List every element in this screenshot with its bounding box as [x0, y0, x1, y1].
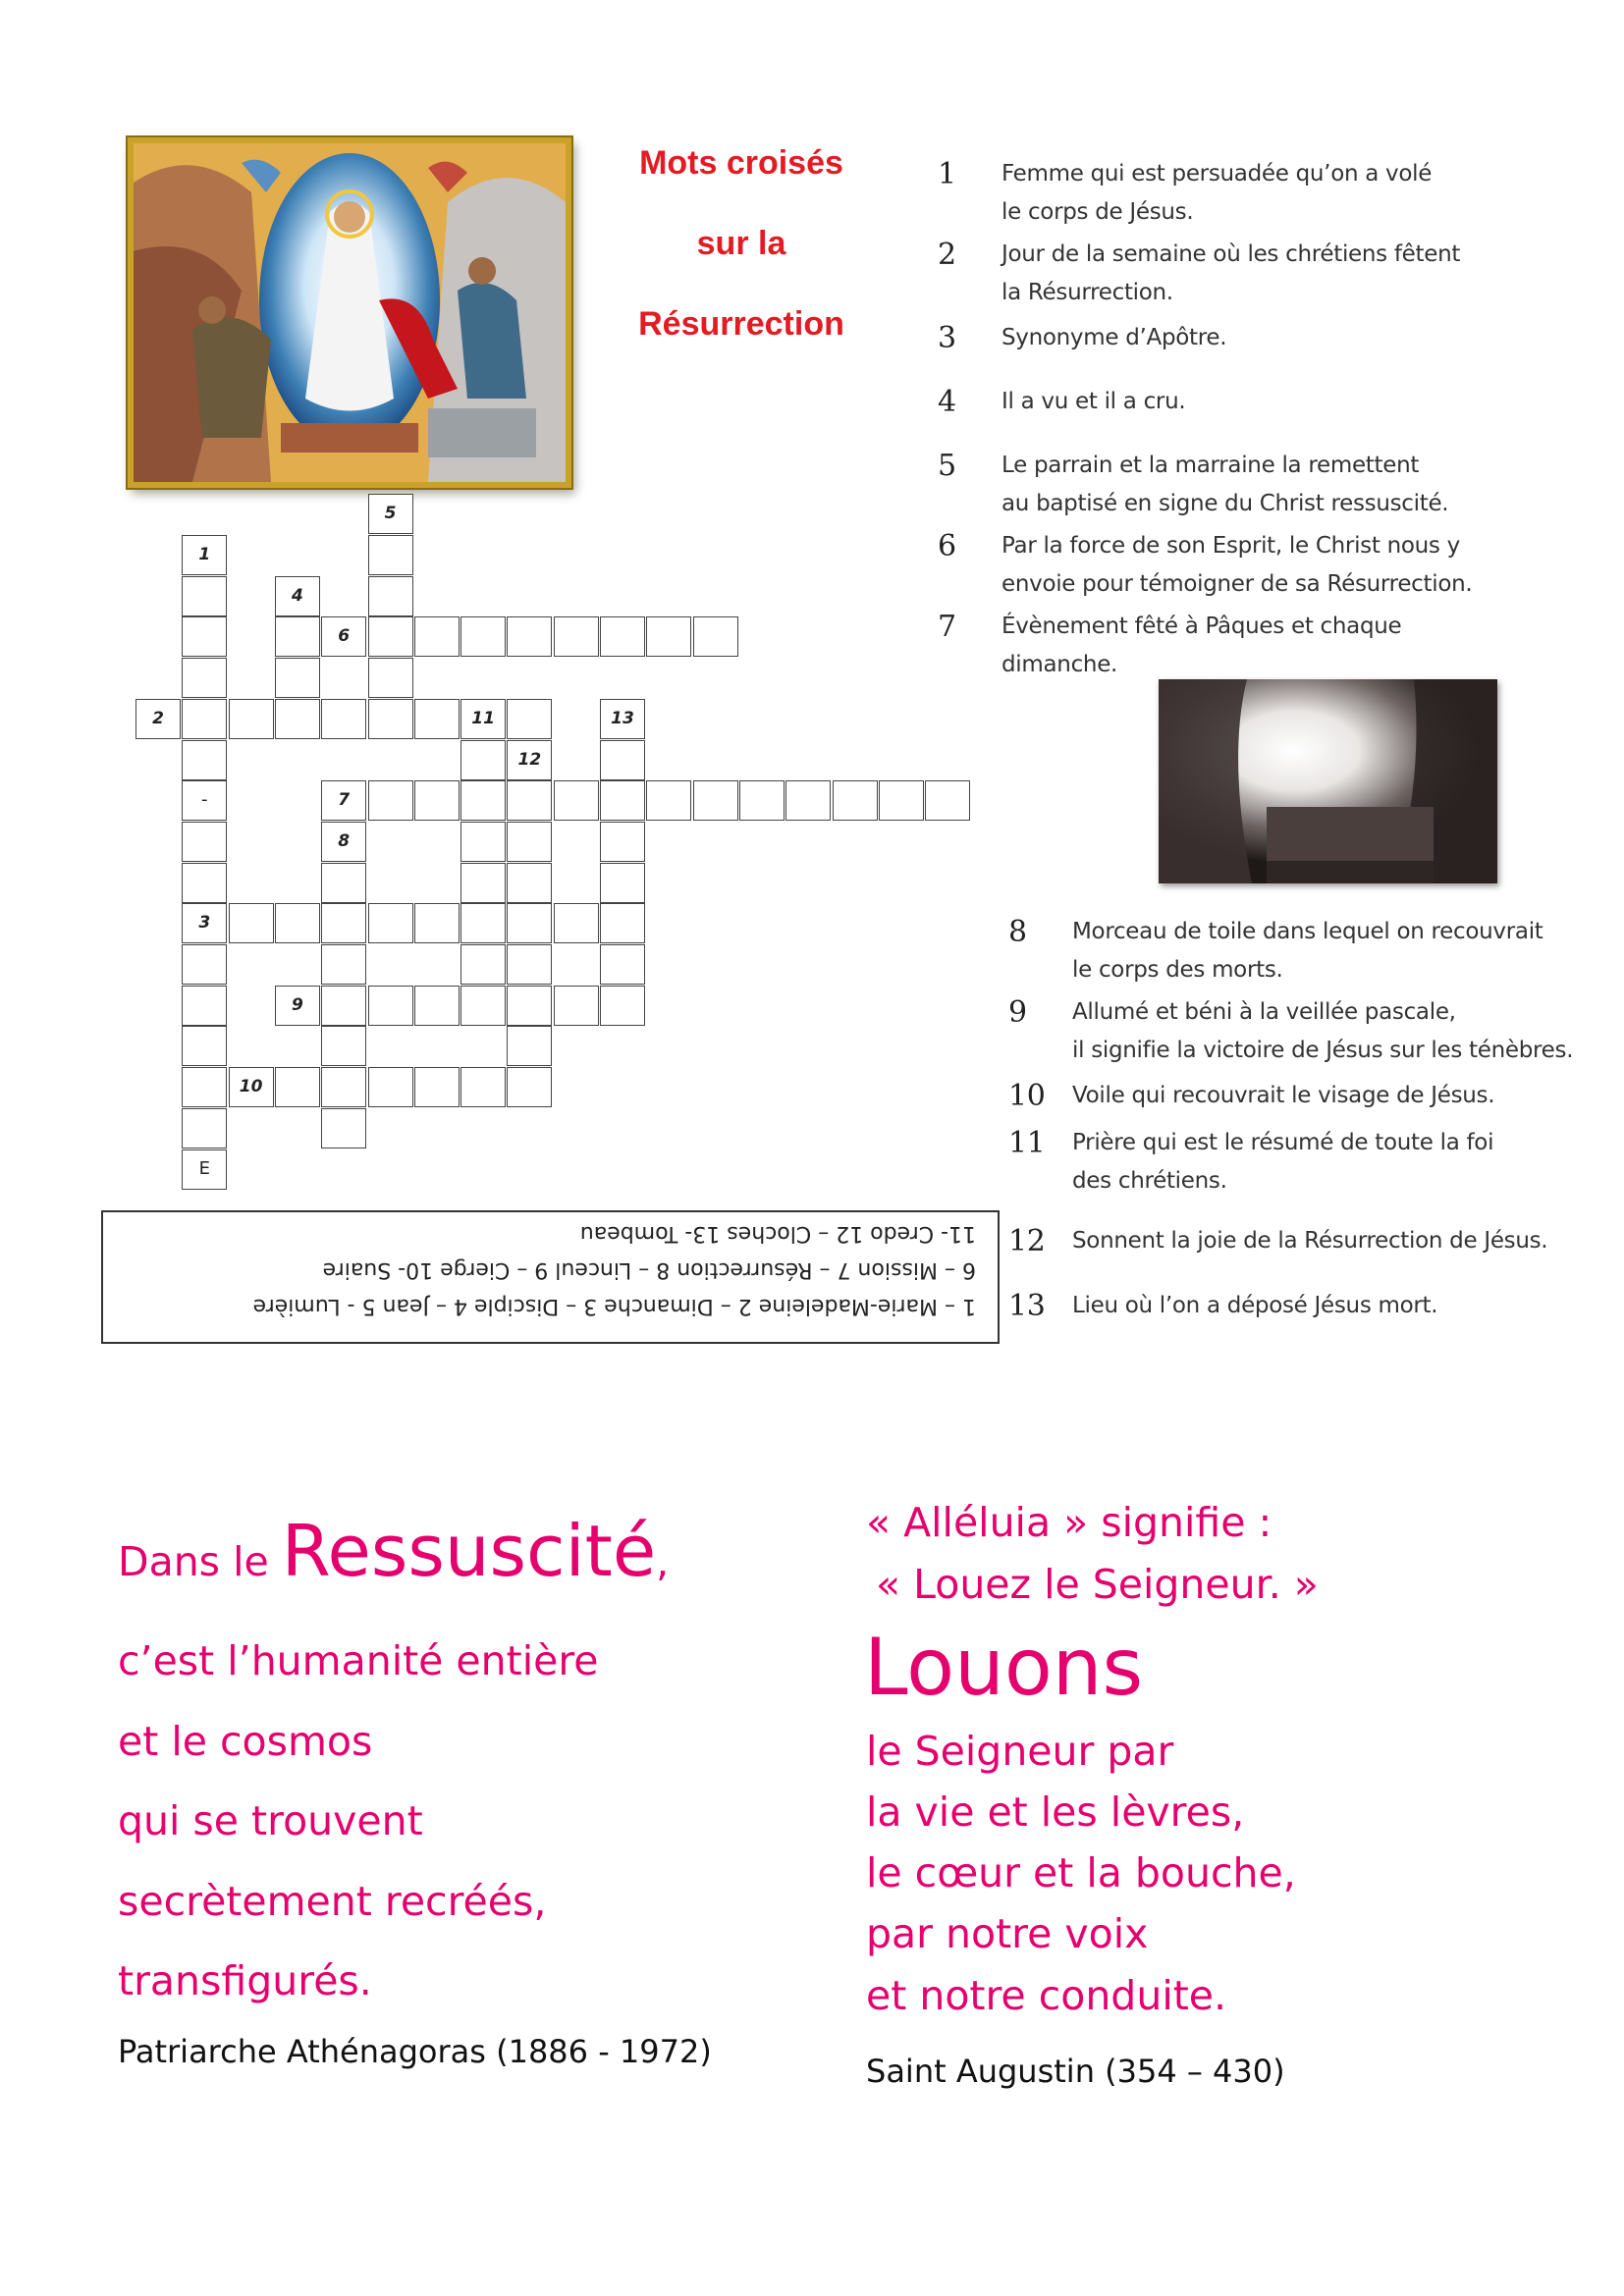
- grid-cell[interactable]: [460, 863, 506, 903]
- grid-number-cell[interactable]: 2: [135, 699, 181, 739]
- answer-line-2: 6 – Mission 7 – Résurrection 8 – Linceul 9 – Cierge 10- Suaire: [322, 1257, 976, 1282]
- quote-right-line: la vie et les lèvres,: [866, 1789, 1245, 1836]
- grid-cell[interactable]: [600, 616, 645, 657]
- grid-cell[interactable]: [182, 1067, 227, 1107]
- grid-number-cell[interactable]: 5: [368, 494, 413, 534]
- grid-cell[interactable]: [460, 903, 506, 943]
- grid-cell[interactable]: [229, 903, 274, 943]
- clue-text: le corps des morts.: [1072, 957, 1283, 983]
- grid-cell[interactable]: [600, 944, 645, 985]
- clue-text: la Résurrection.: [1001, 280, 1173, 305]
- grid-cell[interactable]: [414, 780, 460, 821]
- title-line-1: Mots croisés: [639, 144, 843, 182]
- clue-text: envoie pour témoigner de sa Résurrection.: [1001, 571, 1473, 597]
- clue-number: 10: [1008, 1079, 1046, 1113]
- page-title: [574, 123, 908, 364]
- grid-cell[interactable]: [554, 986, 599, 1026]
- grid-cell[interactable]: [368, 1067, 413, 1107]
- grid-cell[interactable]: [507, 903, 552, 943]
- grid-cell[interactable]: [460, 944, 506, 985]
- grid-cell[interactable]: [368, 986, 413, 1026]
- clue-text: Prière qui est le résumé de toute la foi: [1072, 1130, 1494, 1155]
- grid-cell[interactable]: [600, 863, 645, 903]
- grid-cell[interactable]: [460, 740, 506, 780]
- grid-number-cell[interactable]: 13: [600, 699, 645, 739]
- quote-right-author: Saint Augustin (354 – 430): [866, 2053, 1285, 2090]
- grid-cell[interactable]: [507, 780, 552, 821]
- clue-text: Jour de la semaine où les chrétiens fêtent: [1001, 241, 1461, 267]
- grid-cell[interactable]: [507, 986, 552, 1026]
- grid-cell[interactable]: [693, 780, 738, 821]
- grid-cell[interactable]: [182, 576, 227, 616]
- clue-text: des chrétiens.: [1072, 1168, 1227, 1194]
- grid-cell[interactable]: [507, 616, 552, 657]
- grid-cell[interactable]: [554, 616, 599, 657]
- quote-left-line: et le cosmos: [118, 1718, 373, 1765]
- grid-cell[interactable]: [507, 944, 552, 985]
- grid-cell[interactable]: [879, 780, 924, 821]
- grid-cell[interactable]: [414, 1067, 460, 1107]
- grid-number-cell[interactable]: 11: [460, 699, 506, 739]
- grid-cell[interactable]: [182, 986, 227, 1026]
- clue-text: le corps de Jésus.: [1001, 199, 1194, 225]
- clue-number: 7: [938, 610, 956, 644]
- grid-cell[interactable]: [460, 822, 506, 862]
- grid-cell[interactable]: [368, 576, 413, 616]
- grid-number-cell[interactable]: 8: [321, 822, 366, 862]
- grid-cell[interactable]: [693, 616, 738, 657]
- grid-cell[interactable]: [275, 903, 320, 943]
- grid-cell[interactable]: [321, 903, 366, 943]
- clue-number: 2: [938, 238, 956, 272]
- grid-cell[interactable]: [368, 535, 413, 575]
- grid-number-cell[interactable]: 1: [182, 535, 227, 575]
- clue-text: Voile qui recouvrait le visage de Jésus.: [1072, 1083, 1495, 1108]
- grid-cell[interactable]: [739, 780, 785, 821]
- grid-cell[interactable]: [368, 616, 413, 657]
- grid-cell[interactable]: [554, 780, 599, 821]
- grid-cell[interactable]: [368, 699, 413, 739]
- clue-text: Évènement fêté à Pâques et chaque: [1001, 614, 1402, 639]
- grid-cell[interactable]: [321, 986, 366, 1026]
- quote-left-author: Patriarche Athénagoras (1886 - 1972): [118, 2033, 712, 2070]
- grid-number-cell[interactable]: 7: [321, 780, 366, 821]
- grid-cell[interactable]: [460, 616, 506, 657]
- clue-text: Le parrain et la marraine la remettent: [1001, 453, 1420, 478]
- quote-right-big-word: Louons: [864, 1622, 1144, 1713]
- grid-cell[interactable]: [646, 780, 691, 821]
- clue-text: il signifie la victoire de Jésus sur les ténèbres.: [1072, 1038, 1574, 1063]
- quote-left-line: c’est l’humanité entière: [118, 1637, 599, 1684]
- clue-text: Allumé et béni à la veillée pascale,: [1072, 999, 1456, 1025]
- grid-cell[interactable]: [414, 699, 460, 739]
- clue-number: 9: [1008, 995, 1027, 1030]
- grid-cell[interactable]: [833, 780, 878, 821]
- grid-cell[interactable]: [600, 903, 645, 943]
- clue-text: Par la force de son Esprit, le Christ nous y: [1001, 533, 1460, 559]
- grid-cell[interactable]: [507, 699, 552, 739]
- grid-cell[interactable]: [182, 944, 227, 985]
- grid-cell[interactable]: [275, 699, 320, 739]
- quote-right-line: le Seigneur par: [866, 1728, 1174, 1775]
- clue-text: Femme qui est persuadée qu’on a volé: [1001, 161, 1433, 187]
- quote-left-heading: [118, 1510, 669, 1592]
- grid-cell[interactable]: [275, 616, 320, 657]
- quote-right-line: par notre voix: [866, 1910, 1149, 1957]
- grid-cell[interactable]: [414, 903, 460, 943]
- grid-cell[interactable]: [925, 780, 970, 821]
- quote-right-line-1: « Alléluia » signifie :: [866, 1499, 1272, 1546]
- clue-text: Sonnent la joie de la Résurrection de Jésus.: [1072, 1228, 1548, 1254]
- grid-number-cell[interactable]: 12: [507, 740, 552, 780]
- answer-line-1: 1 – Marie-Madeleine 2 – Dimanche 3 – Disciple 4 – Jean 5 - Lumière: [252, 1294, 976, 1318]
- grid-cell[interactable]: [182, 740, 227, 780]
- grid-letter-cell[interactable]: -: [182, 780, 227, 821]
- grid-cell[interactable]: [414, 616, 460, 657]
- grid-cell[interactable]: [646, 616, 691, 657]
- grid-cell[interactable]: [229, 699, 274, 739]
- grid-cell[interactable]: [321, 863, 366, 903]
- title-line-3: Résurrection: [638, 305, 844, 343]
- grid-cell[interactable]: [275, 658, 320, 698]
- grid-number-cell[interactable]: 6: [321, 616, 366, 657]
- quote-left-prefix: Dans le: [118, 1538, 282, 1585]
- grid-cell[interactable]: [368, 780, 413, 821]
- grid-cell[interactable]: [460, 780, 506, 821]
- clue-number: 6: [938, 529, 956, 563]
- grid-cell[interactable]: [321, 1108, 366, 1148]
- grid-cell[interactable]: [554, 903, 599, 943]
- grid-cell[interactable]: [600, 740, 645, 780]
- clue-text: Il a vu et il a cru.: [1001, 389, 1186, 414]
- clue-text: Morceau de toile dans lequel on recouvrait: [1072, 919, 1543, 944]
- clue-number: 13: [1008, 1289, 1046, 1323]
- clue-number: 4: [938, 385, 956, 419]
- grid-cell[interactable]: [368, 658, 413, 698]
- empty-tomb-image: [1159, 679, 1497, 883]
- clue-text: Synonyme d’Apôtre.: [1001, 325, 1227, 350]
- grid-cell[interactable]: [460, 1067, 506, 1107]
- clue-number: 5: [938, 449, 956, 483]
- grid-cell[interactable]: [321, 1026, 366, 1066]
- grid-letter-cell[interactable]: E: [182, 1149, 227, 1190]
- grid-cell[interactable]: [600, 780, 645, 821]
- quote-left-line: secrètement recréés,: [118, 1878, 547, 1925]
- quote-left-line: transfigurés.: [118, 1957, 372, 2004]
- grid-cell[interactable]: [507, 1026, 552, 1066]
- grid-cell[interactable]: [507, 1067, 552, 1107]
- grid-number-cell[interactable]: 3: [182, 903, 227, 943]
- grid-cell[interactable]: [182, 1026, 227, 1066]
- quote-left-big-word: Ressuscité: [281, 1510, 657, 1592]
- answer-line-3: 11- Credo 12 – Cloches 13- Tombeau: [579, 1221, 976, 1246]
- grid-cell[interactable]: [414, 986, 460, 1026]
- grid-number-cell[interactable]: 9: [275, 986, 320, 1026]
- quote-right-line: et notre conduite.: [866, 1972, 1227, 2019]
- quote-right-line: le cœur et la bouche,: [866, 1849, 1296, 1896]
- clue-text: Lieu où l’on a déposé Jésus mort.: [1072, 1293, 1438, 1318]
- title-line-2: sur la: [696, 225, 786, 262]
- grid-cell[interactable]: [600, 822, 645, 862]
- clue-number: 8: [1008, 915, 1027, 949]
- grid-cell[interactable]: [321, 699, 366, 739]
- grid-cell[interactable]: [368, 903, 413, 943]
- answer-key-box: [101, 1210, 1000, 1344]
- resurrection-icon-image: [128, 137, 571, 488]
- clue-number: 3: [938, 321, 956, 355]
- clue-text: dimanche.: [1001, 652, 1118, 677]
- grid-cell[interactable]: [460, 986, 506, 1026]
- grid-cell[interactable]: [182, 658, 227, 698]
- grid-cell[interactable]: [275, 1067, 320, 1107]
- grid-cell[interactable]: [182, 616, 227, 657]
- clue-number: 12: [1008, 1224, 1046, 1258]
- grid-cell[interactable]: [785, 780, 831, 821]
- grid-number-cell[interactable]: 4: [275, 576, 320, 616]
- grid-cell[interactable]: [507, 863, 552, 903]
- grid-cell[interactable]: [182, 699, 227, 739]
- clue-number: 11: [1008, 1126, 1046, 1160]
- grid-cell[interactable]: [321, 944, 366, 985]
- quote-right-line-2: « Louez le Seigneur. »: [876, 1561, 1319, 1608]
- grid-cell[interactable]: [600, 986, 645, 1026]
- grid-cell[interactable]: [182, 863, 227, 903]
- grid-cell[interactable]: [507, 822, 552, 862]
- clue-number: 1: [938, 157, 956, 191]
- grid-cell[interactable]: [321, 1067, 366, 1107]
- grid-cell[interactable]: [182, 1108, 227, 1148]
- quote-left-line: qui se trouvent: [118, 1797, 423, 1844]
- grid-cell[interactable]: [182, 822, 227, 862]
- grid-number-cell[interactable]: 10: [229, 1067, 274, 1107]
- clue-text: au baptisé en signe du Christ ressuscité.: [1001, 491, 1449, 516]
- quote-left-comma: ,: [656, 1538, 670, 1585]
